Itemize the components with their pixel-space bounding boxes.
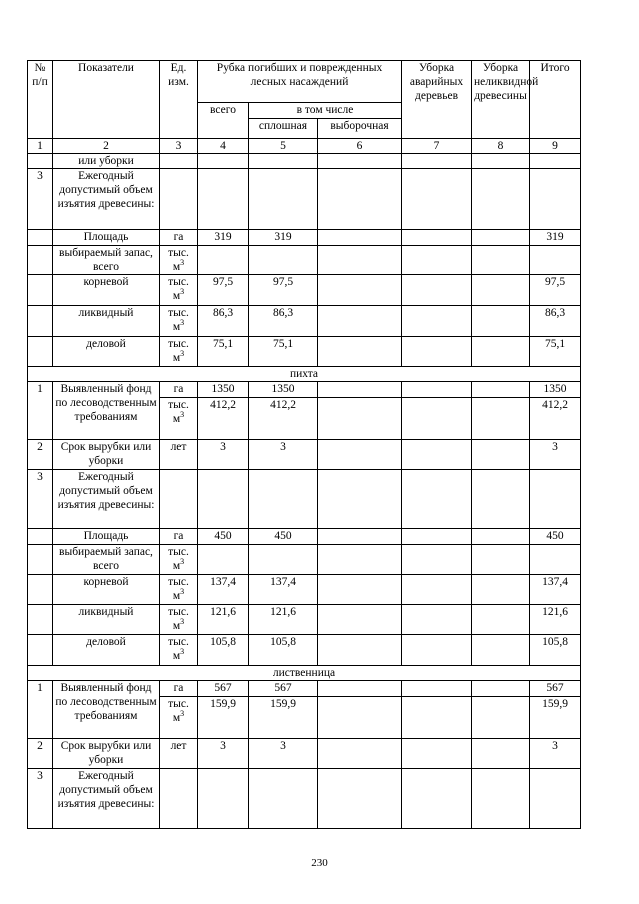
row-label: выбираемый запас, всего: [53, 246, 160, 275]
unit-cell: тыс. $м^3$: [160, 635, 198, 666]
header-felling: Рубка погибших и поврежденных лесных насаждений: [198, 61, 402, 103]
value-cell: 137,4: [198, 575, 249, 605]
forest-felling-table: [27, 60, 581, 829]
column-numbers-row: [28, 139, 581, 154]
row-label: или уборки: [53, 154, 160, 169]
col-number: 2: [53, 139, 160, 154]
value-cell: 159,9: [198, 697, 249, 739]
table-row: [28, 169, 581, 230]
value-cell: 450: [198, 529, 249, 545]
table-row: [28, 154, 581, 169]
table-row: [28, 605, 581, 635]
table-row: [28, 275, 581, 306]
row-label: ликвидный: [53, 306, 160, 337]
value-cell: 86,3: [530, 306, 581, 337]
col-number: 4: [198, 139, 249, 154]
header-illiquid: Уборка неликвидной древесины: [472, 61, 530, 139]
value-cell: 75,1: [530, 337, 581, 367]
table-row: [28, 529, 581, 545]
col-number: 1: [28, 139, 53, 154]
row-label: выбираемый запас, всего: [53, 545, 160, 575]
value-cell: 86,3: [249, 306, 318, 337]
value-cell: 412,2: [530, 398, 581, 440]
row-label: Площадь: [53, 529, 160, 545]
value-cell: 567: [530, 681, 581, 697]
row-label: деловой: [53, 337, 160, 367]
unit-cell: лет: [160, 739, 198, 769]
value-cell: 1350: [530, 382, 581, 398]
value-cell: 1350: [198, 382, 249, 398]
value-cell: 159,9: [530, 697, 581, 739]
value-cell: 412,2: [249, 398, 318, 440]
header-solid: сплошная: [249, 119, 318, 139]
table-row: [28, 382, 581, 398]
header-emergency: Уборка аварийных деревьев: [402, 61, 472, 139]
table-row: [28, 337, 581, 367]
unit-cell: тыс. $м^3$: [160, 275, 198, 306]
table-row: [28, 545, 581, 575]
unit-cell: га: [160, 230, 198, 246]
unit-cell: лет: [160, 440, 198, 470]
section-title: лиственница: [28, 666, 581, 681]
section-title: пихта: [28, 367, 581, 382]
section-header-row: [28, 666, 581, 681]
row-label: деловой: [53, 635, 160, 666]
row-label: корневой: [53, 575, 160, 605]
col-number: 5: [249, 139, 318, 154]
value-cell: 159,9: [249, 697, 318, 739]
unit-cell: тыс. $м^3$: [160, 697, 198, 739]
value-cell: 567: [249, 681, 318, 697]
value-cell: 121,6: [530, 605, 581, 635]
header-num: № п/п: [28, 61, 53, 139]
value-cell: 3: [198, 739, 249, 769]
header-total-all: всего: [198, 103, 249, 139]
unit-cell: тыс. $м^3$: [160, 398, 198, 440]
table-row: [28, 306, 581, 337]
value-cell: 105,8: [198, 635, 249, 666]
col-number: 7: [402, 139, 472, 154]
value-cell: 137,4: [249, 575, 318, 605]
unit-cell: тыс. $м^3$: [160, 337, 198, 367]
row-label: корневой: [53, 275, 160, 306]
row-number: 2: [28, 440, 53, 470]
table-row: [28, 230, 581, 246]
value-cell: 97,5: [530, 275, 581, 306]
unit-cell: га: [160, 681, 198, 697]
row-label: Ежегодный допустимый объем изъятия древесины:: [53, 169, 160, 230]
header-including: в том числе: [249, 103, 402, 119]
value-cell: 3: [530, 440, 581, 470]
table-row: [28, 681, 581, 697]
section-header-row: [28, 367, 581, 382]
value-cell: 319: [198, 230, 249, 246]
row-label: ликвидный: [53, 605, 160, 635]
value-cell: 450: [530, 529, 581, 545]
table-row: [28, 470, 581, 529]
table-row: [28, 739, 581, 769]
page-number: 230: [311, 857, 328, 869]
table-row: [28, 246, 581, 275]
value-cell: 105,8: [530, 635, 581, 666]
row-label: Площадь: [53, 230, 160, 246]
row-number: 1: [28, 382, 53, 440]
value-cell: 97,5: [249, 275, 318, 306]
row-number: 3: [28, 769, 53, 829]
value-cell: 3: [249, 440, 318, 470]
unit-cell: тыс. $м^3$: [160, 246, 198, 275]
col-number: 6: [318, 139, 402, 154]
col-number: 8: [472, 139, 530, 154]
unit-cell: тыс. $м^3$: [160, 306, 198, 337]
row-label: Ежегодный допустимый объем изъятия древесины:: [53, 769, 160, 829]
value-cell: 450: [249, 529, 318, 545]
value-cell: 75,1: [249, 337, 318, 367]
value-cell: 319: [249, 230, 318, 246]
header-indicators: Показатели: [53, 61, 160, 139]
unit-cell: тыс. $м^3$: [160, 575, 198, 605]
value-cell: 3: [198, 440, 249, 470]
row-label: Ежегодный допустимый объем изъятия древесины:: [53, 470, 160, 529]
value-cell: 137,4: [530, 575, 581, 605]
row-number: 3: [28, 470, 53, 529]
row-label: Выявленный фонд по лесоводственным требованиям: [53, 681, 160, 739]
unit-cell: тыс. $м^3$: [160, 605, 198, 635]
value-cell: 412,2: [198, 398, 249, 440]
table-row: [28, 635, 581, 666]
table-row: [28, 769, 581, 829]
header-unit: Ед. изм.: [160, 61, 198, 139]
row-label: Срок вырубки или уборки: [53, 739, 160, 769]
col-number: 3: [160, 139, 198, 154]
value-cell: 105,8: [249, 635, 318, 666]
header-row-1: [28, 61, 581, 103]
unit-cell: га: [160, 529, 198, 545]
value-cell: 319: [530, 230, 581, 246]
header-selective: выборочная: [318, 119, 402, 139]
row-number: 2: [28, 739, 53, 769]
value-cell: 121,6: [249, 605, 318, 635]
value-cell: 1350: [249, 382, 318, 398]
value-cell: 567: [198, 681, 249, 697]
value-cell: 3: [530, 739, 581, 769]
value-cell: 3: [249, 739, 318, 769]
value-cell: 86,3: [198, 306, 249, 337]
table-row: [28, 440, 581, 470]
unit-cell: тыс. $м^3$: [160, 545, 198, 575]
row-number: 3: [28, 169, 53, 230]
col-number: 9: [530, 139, 581, 154]
value-cell: 121,6: [198, 605, 249, 635]
row-label: Срок вырубки или уборки: [53, 440, 160, 470]
table-row: [28, 575, 581, 605]
header-total: Итого: [530, 61, 581, 139]
value-cell: 75,1: [198, 337, 249, 367]
row-number: 1: [28, 681, 53, 739]
row-label: Выявленный фонд по лесоводственным требованиям: [53, 382, 160, 440]
value-cell: 97,5: [198, 275, 249, 306]
unit-cell: га: [160, 382, 198, 398]
